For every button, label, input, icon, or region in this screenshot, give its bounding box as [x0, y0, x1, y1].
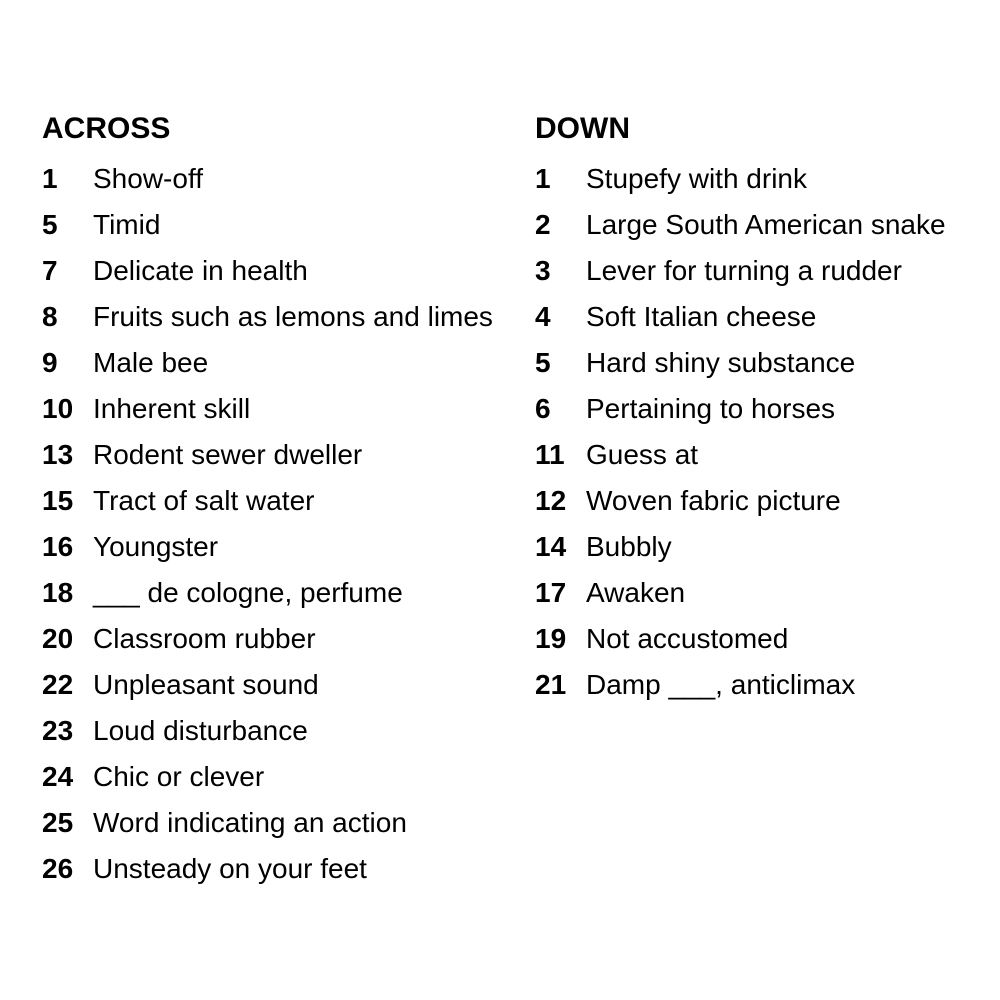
clue-number: 8 — [42, 301, 58, 332]
clue-number: 9 — [42, 347, 58, 378]
clue-row — [42, 754, 520, 800]
clue-text: Male bee — [93, 347, 209, 378]
clue-row — [42, 432, 520, 478]
clue-text: Show-off — [93, 163, 203, 194]
clue-number: 22 — [42, 669, 74, 700]
clue-number: 13 — [42, 439, 74, 470]
clue-row — [535, 248, 975, 294]
across-clue-list — [42, 156, 520, 892]
clue-row — [42, 616, 520, 662]
clue-row — [535, 524, 975, 570]
clue-number: 17 — [535, 577, 567, 608]
clue-number: 14 — [535, 531, 567, 562]
clue-text: Word indicating an action — [93, 807, 407, 838]
clue-text: Stupefy with drink — [586, 163, 807, 194]
clue-text: Youngster — [93, 531, 219, 562]
clue-text: Guess at — [586, 439, 699, 470]
clue-number: 16 — [42, 531, 74, 562]
clue-row — [535, 570, 975, 616]
clue-text: Tract of salt water — [93, 485, 315, 516]
down-clue-list — [535, 156, 975, 708]
clue-text: Bubbly — [586, 531, 672, 562]
clue-text: Fruits such as lemons and limes — [93, 301, 493, 332]
clue-row — [535, 662, 975, 708]
clue-text: Classroom rubber — [93, 623, 316, 654]
clue-text: Pertaining to horses — [586, 393, 836, 424]
clue-number: 26 — [42, 853, 74, 884]
clue-row — [535, 294, 975, 340]
across-heading: ACROSS — [42, 112, 171, 145]
clue-row — [42, 708, 520, 754]
clue-row — [42, 294, 520, 340]
clue-number: 23 — [42, 715, 74, 746]
clue-row — [42, 156, 520, 202]
clue-number: 18 — [42, 577, 74, 608]
clue-row — [42, 800, 520, 846]
clue-text: Chic or clever — [93, 761, 265, 792]
clue-number: 5 — [42, 209, 58, 240]
clue-number: 12 — [535, 485, 567, 516]
clue-number: 20 — [42, 623, 74, 654]
clue-number: 11 — [535, 439, 565, 470]
clue-number: 2 — [535, 209, 551, 240]
clue-text: Lever for turning a rudder — [586, 255, 902, 286]
clue-number: 15 — [42, 485, 74, 516]
clue-row — [535, 202, 975, 248]
clue-number: 6 — [535, 393, 551, 424]
clue-number: 4 — [535, 301, 551, 332]
clue-number: 1 — [535, 163, 551, 194]
clue-text: Unpleasant sound — [93, 669, 319, 700]
clue-text: Awaken — [586, 577, 686, 608]
clue-number: 24 — [42, 761, 74, 792]
clue-text: ___ de cologne, perfume — [93, 577, 403, 608]
clue-row — [535, 340, 975, 386]
clue-text: Unsteady on your feet — [93, 853, 367, 884]
clue-text: Woven fabric picture — [586, 485, 841, 516]
clue-text: Inherent skill — [93, 393, 251, 424]
clue-text: Delicate in health — [93, 255, 308, 286]
clue-number: 19 — [535, 623, 567, 654]
clue-row — [535, 478, 975, 524]
clue-number: 21 — [535, 669, 567, 700]
clue-text: Damp ___, anticlimax — [586, 669, 856, 700]
clue-text: Large South American snake — [586, 209, 946, 240]
clue-row — [535, 386, 975, 432]
clue-text: Timid — [93, 209, 161, 240]
clue-number: 25 — [42, 807, 74, 838]
clue-number: 1 — [42, 163, 58, 194]
clue-row — [42, 248, 520, 294]
clue-text: Soft Italian cheese — [586, 301, 817, 332]
clue-row — [42, 202, 520, 248]
clue-number: 7 — [42, 255, 58, 286]
clue-row — [42, 846, 520, 892]
clue-row — [42, 570, 520, 616]
clue-row — [535, 432, 975, 478]
clue-number: 3 — [535, 255, 551, 286]
down-heading: DOWN — [535, 112, 630, 145]
clue-row — [42, 524, 520, 570]
clue-text: Rodent sewer dweller — [93, 439, 363, 470]
clue-number: 10 — [42, 393, 74, 424]
clue-row — [42, 478, 520, 524]
clue-row — [42, 386, 520, 432]
clue-text: Loud disturbance — [93, 715, 308, 746]
clue-row — [535, 156, 975, 202]
clue-text: Not accustomed — [586, 623, 789, 654]
across-section — [42, 112, 520, 892]
clue-row — [535, 616, 975, 662]
clue-row — [42, 340, 520, 386]
clue-row — [42, 662, 520, 708]
down-section — [535, 112, 975, 708]
clue-text: Hard shiny substance — [586, 347, 856, 378]
clue-number: 5 — [535, 347, 551, 378]
